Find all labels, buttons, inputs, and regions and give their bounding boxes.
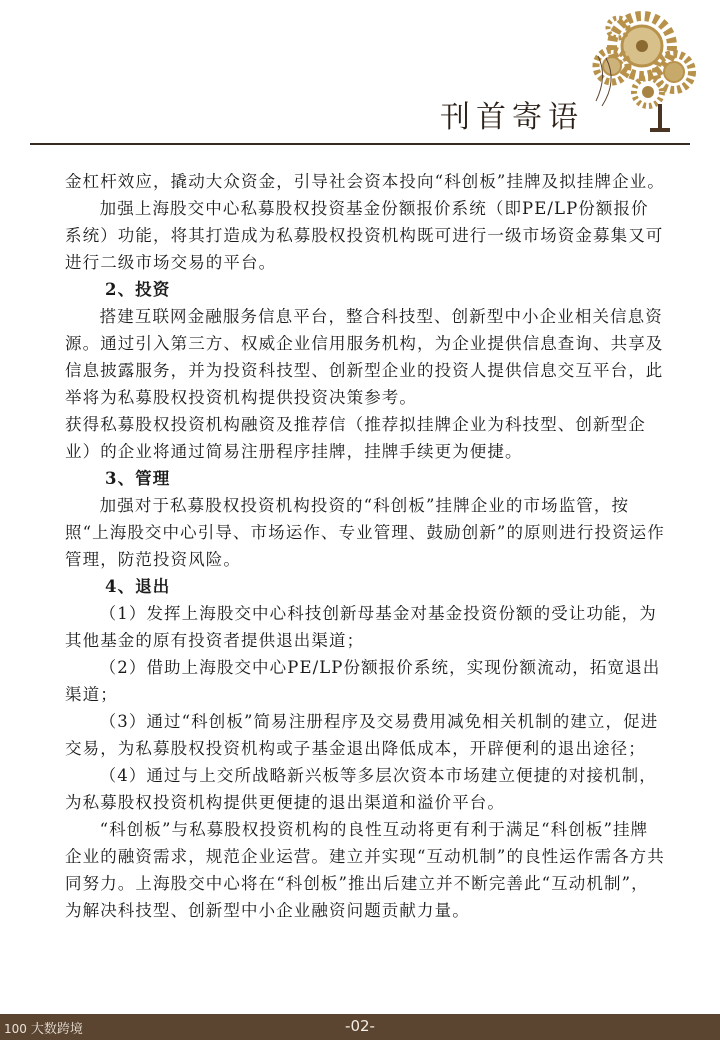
- paragraph: 加强对于私募股权投资机构投资的“科创板”挂牌企业的市场监管，按照“上海股交中心引导、市场运作、专业管理、鼓励创新”的原则进行投资运作管理，防范投资风险。: [65, 496, 665, 569]
- section-heading: 4、退出: [105, 577, 171, 596]
- paragraph: 金杠杆效应，撬动大众资金，引导社会资本投向“科创板”挂牌及拟挂牌企业。: [65, 172, 665, 191]
- section-heading: 2、投资: [105, 280, 171, 299]
- paragraph: 获得私募股权投资机构融资及推荐信（推荐拟挂牌企业为科技型、创新型企业）的企业将通过简易注册程序挂牌，挂牌手续更为便捷。: [65, 415, 646, 461]
- page-header: [0, 0, 720, 150]
- column-title: 刊首寄语: [440, 100, 584, 135]
- list-item: （1）发挥上海股交中心科技创新母基金对基金投资份额的受让功能，为其他基金的原有投资者提供退出渠道；: [65, 604, 657, 650]
- watermark-logo-icon: 100: [4, 1022, 27, 1036]
- paragraph: 加强上海股交中心私募股权投资基金份额报价系统（即PE/LP份额报价系统）功能，将其打造成为私募股权投资机构既可进行一级市场资金募集又可进行二级市场交易的平台。: [65, 199, 664, 272]
- gears-icon: [588, 6, 696, 136]
- paragraph: “科创板”与私募股权投资机构的良性互动将更有利于满足“科创板”挂牌企业的融资需求，规范企业运营。建立并实现“互动机制”的良性运作需各方共同努力。上海股交中心将在“科创板”推出后建立并不断完善此“互动机制”，为解决科技型、创新型中小企业融资问题贡献力量。: [65, 820, 665, 920]
- list-item: （4）通过与上交所战略新兴板等多层次资本市场建立便捷的对接机制，为私募股权投资机构提供更便捷的退出渠道和溢价平台。: [65, 766, 657, 812]
- header-divider: [30, 143, 690, 145]
- paragraph: 搭建互联网金融服务信息平台，整合科技型、创新型中小企业相关信息资源。通过引入第三方、权威企业信用服务机构，为企业提供信息查询、共享及信息披露服务，并为投资科技型、创新型企业的投资人提供信息交互平台，此举将为私募股权投资机构提供投资决策参考。: [65, 307, 664, 407]
- page-number: -02-: [345, 1017, 375, 1035]
- article-body: [65, 168, 665, 924]
- page-footer: [0, 1014, 720, 1040]
- watermark-text: 大数跨境: [30, 1022, 83, 1037]
- list-item: （3）通过“科创板”简易注册程序及交易费用减免相关机制的建立，促进交易，为私募股权投资机构或子基金退出降低成本，开辟便利的退出途径；: [65, 712, 659, 758]
- list-item: （2）借助上海股交中心PE/LP份额报价系统，实现份额流动，拓宽退出渠道；: [65, 658, 661, 704]
- section-heading: 3、管理: [105, 469, 171, 488]
